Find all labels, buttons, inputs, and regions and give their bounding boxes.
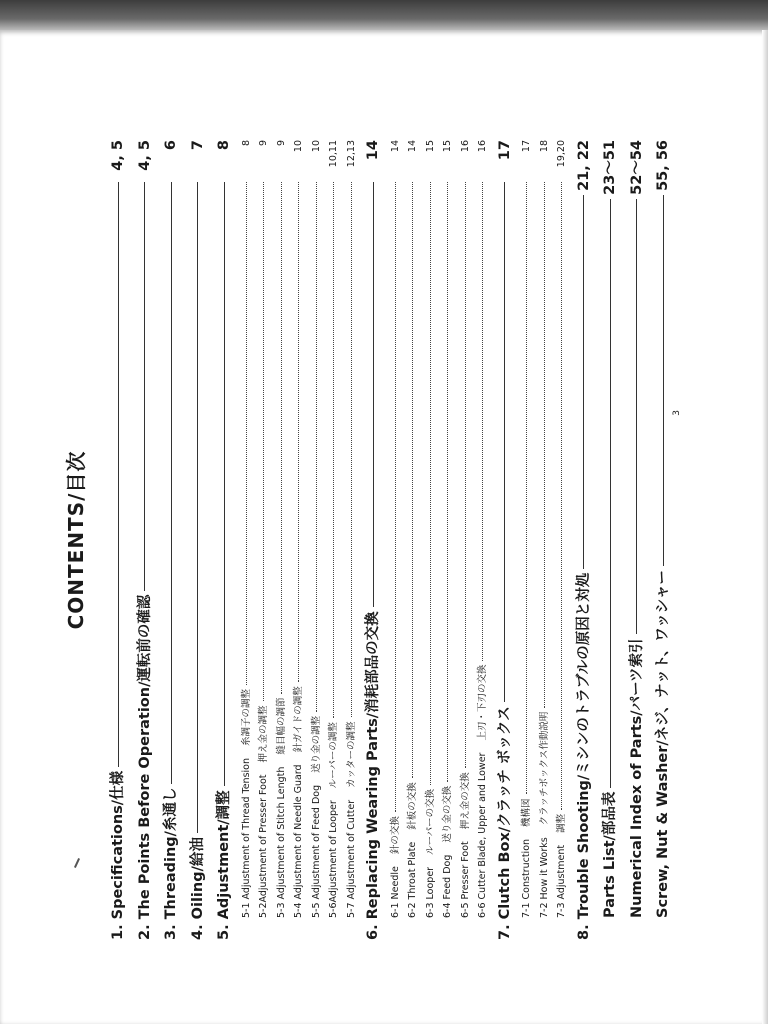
toc-leader-line [333, 182, 334, 718]
toc-page-ref: 18 [538, 140, 550, 153]
toc-entry-english: 5-1 Adjustment of Thread Tension [240, 758, 252, 918]
toc-page-ref: 14 [407, 140, 418, 153]
toc-page-ref: 10 [293, 140, 304, 153]
toc-entry-label [132, 595, 159, 940]
toc-page-ref: 14 [389, 140, 401, 153]
toc-leader-line [663, 195, 664, 566]
toc-entry-english: 3. Threading/糸通し [163, 787, 179, 940]
toc-entry-english: Screw, Nut & Washer/ネジ、ナット、ワッシャー [655, 570, 671, 918]
toc-leader-line [561, 182, 562, 810]
toc-page-ref: 16 [459, 140, 471, 153]
toc-page-ref: 14 [365, 140, 381, 161]
toc-entry-english: 1. Specifications/仕様 [110, 770, 126, 940]
toc-entry-label [439, 786, 457, 940]
toc-entry-english: 7-2 How it Works [538, 837, 550, 918]
toc-page-ref: 23～51 [602, 140, 618, 195]
toc-entry-label [492, 706, 519, 940]
toc-leader-line [544, 182, 545, 708]
toc-page-ref: 4, 5 [136, 140, 153, 171]
toc-leader-line [395, 182, 396, 812]
toc-leader-line [373, 182, 374, 607]
contents-title: CONTENTS/目次 [64, 450, 88, 630]
toc-entry-label [360, 611, 387, 940]
toc-page-ref: 12,13 [345, 140, 357, 168]
toc-subentry [518, 140, 536, 940]
toc-entry-japanese: 縫目幅の調節 [275, 697, 287, 755]
toc-entry-english: 7. Clutch Box/クラッチ ボックス [496, 706, 513, 940]
toc-entry [492, 140, 519, 940]
toc-entry-label [404, 782, 422, 940]
toc-subentry [404, 140, 422, 940]
toc-page-ref: 9 [275, 140, 287, 147]
toc-entry [624, 140, 651, 940]
toc-leader-line [465, 182, 466, 768]
toc-leader-line [526, 182, 527, 794]
toc-entry-label [185, 837, 212, 940]
toc-entry-japanese: 押え金の交換 [459, 772, 471, 830]
toc-subentry [273, 140, 291, 940]
toc-leader-line [197, 182, 198, 833]
toc-entry-japanese: カッターの調整 [345, 721, 357, 788]
toc-leader-line [412, 182, 413, 778]
toc-entry [571, 140, 598, 940]
toc-entry-english: 5-6Adjustment of Looper [328, 800, 339, 918]
toc-subentry [474, 140, 492, 940]
toc-subentry [553, 140, 571, 940]
toc-entry-label [308, 716, 326, 940]
toc-leader-line [263, 182, 264, 701]
toc-page-ref: 8 [240, 140, 252, 147]
toc-entry-english: 5-2Adjustment of Presser Foot [258, 774, 269, 918]
toc-entry-japanese: 押え金の調整 [258, 705, 269, 763]
toc-leader-line [224, 182, 225, 786]
toc-subentry [238, 140, 256, 940]
toc-leader-line [583, 195, 584, 569]
toc-entry-japanese: 調整 [556, 813, 567, 833]
toc-page-ref: 17 [521, 140, 532, 153]
toc-entry-label [624, 638, 651, 940]
toc-page-ref: 10 [310, 140, 322, 153]
toc-entry-english: 7-3 Adjustment [556, 844, 567, 918]
toc-entry [132, 140, 159, 940]
toc-leader-line [246, 182, 247, 685]
toc-entry-label [255, 705, 273, 940]
toc-entry-english: 7-1 Construction [521, 838, 532, 918]
toc-entry-label [650, 570, 677, 940]
toc-page-ref: 7 [189, 140, 206, 151]
toc-entry-japanese: 機構図 [521, 798, 532, 827]
toc-entry-japanese: 針板の交換 [407, 782, 418, 830]
toc-page-ref: 8 [216, 140, 232, 151]
toc-entry-english: 6-1 Needle [389, 866, 401, 918]
toc-entry-english: 5-4 Adjustment of Needle Guard [293, 764, 304, 918]
toc-leader-line [610, 199, 611, 788]
toc-subentry [536, 140, 554, 940]
toc-page-ref: 17 [496, 140, 513, 161]
toc-entry-japanese: 送り金の調整 [310, 715, 322, 773]
toc-subentry [255, 140, 273, 940]
toc-entry-english: 6-2 Throat Plate [407, 841, 418, 918]
toc-page-ref: 15 [442, 140, 453, 153]
toc-entry-label [343, 721, 361, 940]
toc-entry-label [273, 698, 291, 940]
toc-page-ref: 15 [424, 140, 436, 153]
toc-leader-line [171, 182, 172, 784]
toc-page-ref: 10,11 [328, 140, 339, 168]
toc-entry [360, 140, 387, 940]
toc-entry-english: 6-6 Cutter Blade, Upper and Lower [477, 752, 488, 918]
toc-leader-line [298, 182, 299, 682]
toc-subentry [439, 140, 457, 940]
toc-leader-line [118, 182, 119, 767]
toc-page-ref: 52～54 [628, 140, 645, 195]
toc-subentry [457, 140, 475, 940]
toc-entry-japanese: ルーパーの交換 [424, 788, 436, 855]
toc-leader-line [482, 182, 483, 661]
toc-page-ref: 6 [163, 140, 179, 151]
toc-leader-line [144, 182, 145, 591]
toc-entry-english: 5-3 Adjustment of Stitch Length [275, 766, 287, 918]
toc-entry-japanese: 針ガイドの調整 [293, 686, 304, 753]
toc-entry-label [571, 573, 598, 940]
toc-leader-line [351, 182, 352, 717]
toc-entry [211, 140, 238, 940]
toc-entry-label [518, 798, 536, 940]
toc-entry [105, 140, 132, 940]
rotated-contents-block [60, 140, 690, 940]
toc-leader-line [430, 182, 431, 785]
page-edge-shadow [762, 30, 768, 1024]
toc-leader-line [504, 182, 505, 702]
contents-list [105, 140, 677, 940]
toc-entry-english: 5-7 Adjustment of Cutter [345, 799, 357, 918]
toc-page-ref: 21, 22 [575, 140, 592, 191]
toc-entry [185, 140, 212, 940]
toc-entry-english: Numerical Index of Parts/パーツ索引 [628, 638, 645, 918]
toc-page-ref: 4, 5 [110, 140, 126, 171]
toc-entry-label [597, 792, 624, 940]
toc-entry-label [290, 686, 308, 940]
toc-subentry [308, 140, 326, 940]
toc-subentry [343, 140, 361, 940]
toc-entry-japanese: 糸調子の調整 [240, 688, 252, 746]
toc-entry-label [325, 722, 343, 940]
toc-entry-english: 6-4 Feed Dog [442, 854, 453, 918]
toc-leader-line [447, 182, 448, 782]
toc-page-ref: 16 [477, 140, 488, 153]
toc-entry-japanese: 送り金の交換 [442, 785, 453, 843]
toc-entry-english: Parts List/部品表 [602, 791, 618, 918]
toc-entry-english: 6-5 Presser Foot [459, 841, 471, 918]
toc-page-ref: 19,20 [556, 140, 567, 168]
toc-entry-label [387, 816, 405, 940]
toc-page-ref: 55, 56 [655, 140, 671, 191]
toc-entry-label [211, 790, 238, 940]
toc-entry-label [474, 665, 492, 940]
toc-subentry [422, 140, 440, 940]
toc-entry [597, 140, 624, 940]
toc-entry-english: 2. The Points Before Operation/運転前の確認 [136, 594, 153, 940]
toc-entry-label [536, 712, 554, 940]
toc-entry [650, 140, 677, 940]
toc-subentry [290, 140, 308, 940]
toc-entry-japanese: 針の交換 [389, 816, 401, 855]
toc-leader-line [281, 182, 282, 694]
toc-entry-label [553, 814, 571, 940]
toc-entry-japanese: ルーパーの調整 [328, 722, 339, 789]
toc-page-ref: 9 [258, 140, 269, 147]
toc-entry-english: 6-3 Looper [424, 866, 436, 918]
toc-entry-english: 8. Trouble Shooting/ミシンのトラブルの原因と対処 [575, 572, 592, 940]
toc-entry-english: 4. Oiling/給油 [189, 837, 206, 940]
toc-entry-label [105, 771, 132, 940]
toc-entry-english: 6. Replacing Wearing Parts/消耗部品の交換 [365, 611, 381, 940]
toc-subentry [325, 140, 343, 940]
toc-leader-line [636, 199, 637, 635]
toc-entry-label [158, 788, 185, 940]
toc-entry-japanese: クラッチボックス作動説明 [538, 711, 550, 826]
toc-entry-japanese: 上刃・下刃の交換 [477, 664, 488, 741]
toc-subentry [387, 140, 405, 940]
toc-entry-english: 5-5 Adjustment of Feed Dog [310, 784, 322, 918]
toc-entry-label [422, 789, 440, 940]
toc-entry-label [457, 772, 475, 940]
toc-entry-english: 5. Adjustment/調整 [216, 790, 232, 940]
toc-entry [158, 140, 185, 940]
toc-leader-line [316, 182, 317, 712]
page-number: 3 [672, 410, 682, 416]
toc-entry-label [238, 689, 256, 940]
